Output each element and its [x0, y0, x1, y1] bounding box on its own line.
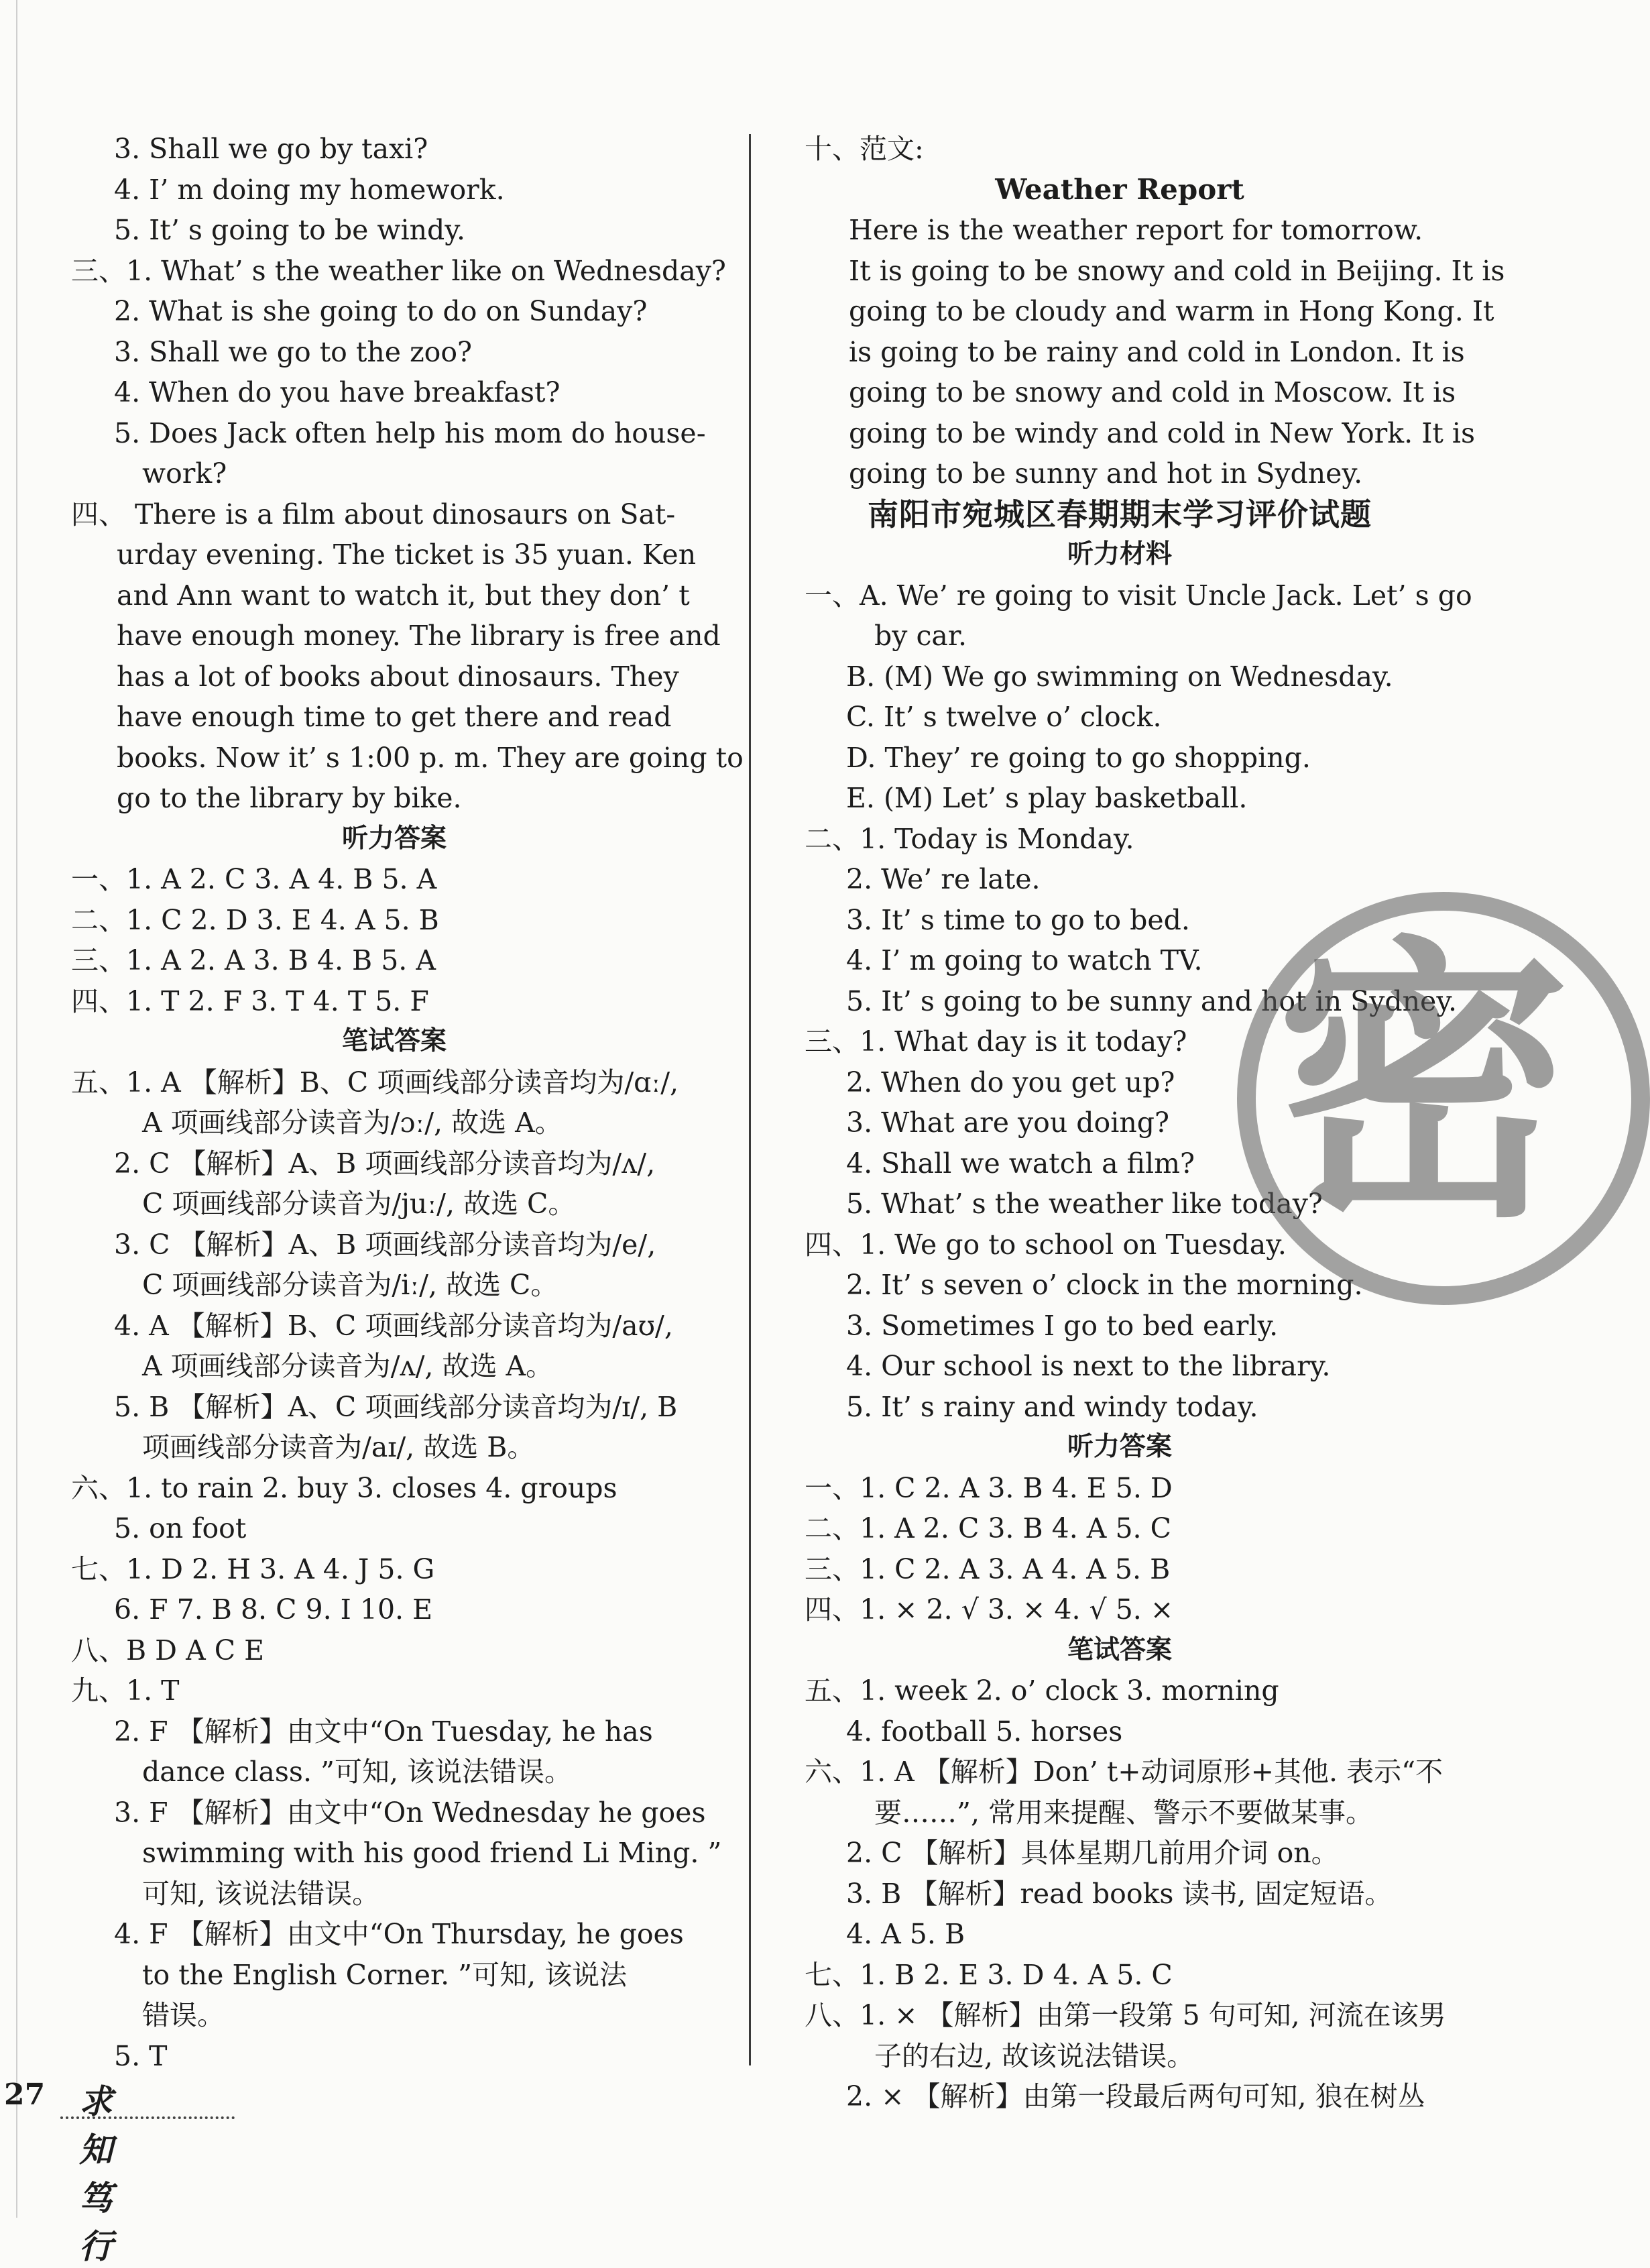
left-line — [72, 1955, 716, 1996]
line-text: 听力答案 — [341, 823, 447, 854]
line-text: 二、1. Today is Monday. — [805, 822, 1134, 855]
line-text: 八、B D A C E — [71, 1634, 265, 1666]
right-line — [805, 1793, 1435, 1833]
line-text: 六、1. to rain 2. buy 3. closes 4. groups — [71, 1471, 617, 1504]
right-line — [805, 210, 1435, 251]
line-text: books. Now it’ s 1:00 p. m. They are going to — [117, 741, 744, 774]
left-line — [72, 291, 716, 332]
left-line — [72, 1793, 716, 1833]
right-line — [805, 1468, 1435, 1509]
line-text: 七、1. D 2. H 3. A 4. J 5. G — [71, 1552, 435, 1585]
line-text: 四、1. T 2. F 3. T 4. T 5. F — [71, 984, 429, 1017]
line-text: 听力答案 — [1067, 1432, 1172, 1462]
line-text: C. It’ s twelve o’ clock. — [846, 701, 1162, 733]
right-line — [805, 251, 1505, 292]
line-text: 3. B 【解析】read books 读书, 固定短语。 — [846, 1877, 1393, 1910]
line-text: 子的右边, 故该说法错误。 — [874, 2039, 1195, 2072]
left-column — [71, 129, 744, 2076]
line-text: Here is the weather report for tomorrow. — [849, 214, 1423, 246]
line-text: 一、1. A 2. C 3. A 4. B 5. A — [71, 863, 437, 895]
left-line — [72, 1265, 716, 1306]
left-line — [71, 1630, 716, 1671]
left-line — [71, 1468, 716, 1509]
line-text: 八、1. × 【解析】由第一段第 5 句可知, 河流在该男 — [805, 1999, 1446, 2031]
page-number: 27 — [4, 2078, 46, 2112]
line-text: B. (M) We go swimming on Wednesday. — [846, 660, 1393, 693]
page-edge — [16, 0, 17, 2218]
left-line — [72, 2036, 716, 2077]
line-text: 3. C 【解析】A、B 项画线部分读音均为/e/, — [114, 1228, 656, 1261]
left-line — [71, 981, 716, 1022]
right-line — [805, 1914, 1435, 1955]
left-line — [71, 494, 716, 535]
line-text: by car. — [874, 620, 967, 652]
line-text: 5. It’ s rainy and windy today. — [846, 1390, 1258, 1423]
line-text: C 项画线部分读音为/juː/, 故选 C。 — [142, 1188, 576, 1220]
left-line — [72, 1387, 716, 1428]
left-line — [72, 413, 716, 454]
left-line — [71, 1062, 716, 1103]
column-divider — [749, 134, 751, 2065]
right-line — [805, 1102, 1435, 1143]
line-text: 笔试答案 — [1067, 1634, 1172, 1665]
line-text: 5. It’ s going to be windy. — [114, 214, 466, 246]
line-text: 南阳市宛城区春期期末学习评价试题 — [868, 496, 1372, 532]
right-line — [805, 1265, 1435, 1306]
left-line — [71, 900, 716, 941]
line-text: 十、范文: — [805, 133, 924, 165]
line-text: C 项画线部分读音为/iː/, 故选 C。 — [142, 1269, 558, 1301]
line-text: 四、1. We go to school on Tuesday. — [805, 1228, 1287, 1261]
line-text: 2. × 【解析】由第一段最后两句可知, 狼在树丛 — [846, 2080, 1425, 2112]
right-section-heading — [805, 1427, 1435, 1468]
line-text: It is going to be snowy and cold in Beijing. It is — [849, 254, 1505, 287]
right-line — [805, 778, 1435, 819]
left-line — [72, 1508, 716, 1549]
line-text: 2. We’ re late. — [846, 863, 1041, 895]
line-text: 错误。 — [142, 1999, 225, 2031]
left-line — [72, 1225, 716, 1265]
left-line — [72, 1589, 716, 1630]
line-text: 5. It’ s going to be sunny and hot in Sydney. — [846, 984, 1458, 1017]
right-line — [805, 291, 1494, 332]
line-text: 三、1. What’ s the weather like on Wednesday? — [71, 254, 726, 287]
right-line — [805, 332, 1465, 373]
line-text: work? — [142, 457, 227, 490]
line-text: 4. Our school is next to the library. — [846, 1350, 1331, 1382]
left-line — [72, 170, 716, 211]
right-line — [805, 1874, 1435, 1915]
right-line — [805, 1995, 1446, 2036]
right-line — [805, 1346, 1435, 1387]
right-line — [805, 738, 1435, 779]
right-line — [805, 453, 1435, 494]
line-text: 3. Shall we go to the zoo? — [114, 335, 473, 368]
left-line — [72, 697, 716, 738]
line-text: 二、1. C 2. D 3. E 4. A 5. B — [71, 903, 439, 936]
line-text: 5. B 【解析】A、C 项画线部分读音均为/ɪ/, B — [114, 1390, 678, 1423]
line-text: 4. I’ m doing my homework. — [114, 173, 505, 206]
left-line — [72, 1833, 722, 1874]
line-text: to the English Corner. ”可知, 该说法 — [142, 1958, 628, 1991]
right-line — [805, 1833, 1435, 1874]
line-text: 3. F 【解析】由文中“On Wednesday he goes — [114, 1796, 706, 1829]
line-text: 5. What’ s the weather like today? — [846, 1188, 1323, 1220]
footer-dotted-rule — [60, 2116, 235, 2119]
line-text: 二、1. A 2. C 3. B 4. A 5. C — [805, 1512, 1171, 1544]
left-line — [71, 251, 726, 292]
right-line — [805, 1549, 1435, 1590]
line-text: have enough money. The library is free and — [117, 620, 721, 652]
line-text: 2. C 【解析】具体星期几前用介词 on。 — [846, 1837, 1339, 1869]
left-line — [72, 1102, 716, 1143]
right-section-heading — [805, 170, 1435, 211]
right-line — [805, 1306, 1435, 1347]
line-text: going to be sunny and hot in Sydney. — [849, 457, 1363, 490]
line-text: 2. When do you get up? — [846, 1066, 1175, 1098]
line-text: 4. A 5. B — [846, 1918, 965, 1950]
line-text: 五、1. A 【解析】B、C 项画线部分读音均为/ɑː/, — [71, 1066, 679, 1098]
left-line — [72, 778, 716, 819]
left-line — [72, 534, 716, 575]
line-text: 3. What are you doing? — [846, 1107, 1169, 1139]
left-line — [72, 372, 716, 413]
line-text: 3. Sometimes I go to bed early. — [846, 1309, 1279, 1342]
left-line — [72, 1143, 716, 1184]
left-line — [72, 1427, 716, 1468]
line-text: 一、A. We’ re going to visit Uncle Jack. Let’ s go — [805, 579, 1472, 612]
left-line — [72, 738, 744, 779]
line-text: going to be windy and cold in New York. It is — [849, 416, 1476, 449]
line-text: 九、1. T — [71, 1675, 180, 1707]
line-text: E. (M) Let’ s play basketball. — [846, 782, 1248, 814]
right-line — [805, 1062, 1435, 1103]
right-line — [805, 940, 1435, 981]
line-text: and Ann want to watch it, but they don’ t — [117, 579, 690, 612]
right-line — [805, 2076, 1435, 2117]
line-text: 4. football 5. horses — [846, 1715, 1123, 1748]
line-text: 2. C 【解析】A、B 项画线部分读音均为/ʌ/, — [114, 1147, 656, 1180]
line-text: 5. T — [114, 2039, 168, 2072]
line-text: 可知, 该说法错误。 — [142, 1877, 380, 1910]
line-text: swimming with his good friend Li Ming. ” — [142, 1837, 722, 1869]
watermark-glyph: 密 — [1276, 913, 1571, 1257]
line-text: is going to be rainy and cold in London. It is — [849, 335, 1465, 368]
left-line — [71, 1670, 716, 1711]
line-text: 3. Shall we go by taxi? — [114, 133, 428, 165]
line-text: 2. It’ s seven o’ clock in the morning. — [846, 1269, 1363, 1301]
left-line — [72, 210, 716, 251]
left-line — [72, 453, 716, 494]
right-column — [805, 129, 1505, 2117]
left-line — [72, 575, 716, 616]
line-text: 要……”, 常用来提醒、警示不要做某事。 — [874, 1796, 1374, 1829]
left-section-heading — [72, 819, 716, 860]
line-text: 三、1. A 2. A 3. B 4. B 5. A — [71, 944, 436, 976]
right-section-heading — [805, 1630, 1435, 1671]
right-line — [805, 1508, 1435, 1549]
line-text: 5. on foot — [114, 1512, 247, 1544]
left-line — [72, 1711, 716, 1752]
line-text: 四、1. × 2. √ 3. × 4. √ 5. × — [805, 1593, 1174, 1626]
line-text: A 项画线部分读音为/ʌ/, 故选 A。 — [142, 1350, 554, 1382]
line-text: 6. F 7. B 8. C 9. I 10. E — [114, 1593, 433, 1626]
right-line — [805, 575, 1472, 616]
right-section-heading — [805, 494, 1435, 535]
right-line — [805, 1387, 1435, 1428]
line-text: urday evening. The ticket is 35 yuan. Ken — [117, 538, 697, 571]
right-line — [805, 1752, 1443, 1793]
line-text: 2. What is she going to do on Sunday? — [114, 295, 648, 327]
left-line — [72, 129, 716, 170]
left-line — [71, 1549, 716, 1590]
right-line — [805, 1184, 1435, 1225]
left-line — [72, 1346, 716, 1387]
line-text: 三、1. C 2. A 3. A 4. A 5. B — [805, 1552, 1171, 1585]
right-line — [805, 616, 1435, 657]
line-text: dance class. ”可知, 该说法错误。 — [142, 1756, 573, 1788]
right-line — [805, 697, 1435, 738]
line-text: 3. It’ s time to go to bed. — [846, 903, 1190, 936]
line-text: have enough time to get there and read — [117, 701, 672, 733]
line-text: 五、1. week 2. o’ clock 3. morning — [805, 1675, 1279, 1707]
line-text: 4. A 【解析】B、C 项画线部分读音均为/aʊ/, — [114, 1309, 673, 1342]
right-line — [805, 1021, 1435, 1062]
line-text: 4. F 【解析】由文中“On Thursday, he goes — [114, 1918, 684, 1950]
left-line — [72, 1306, 716, 1347]
line-text: 4. When do you have breakfast? — [114, 376, 561, 408]
left-line — [72, 1752, 716, 1793]
right-line — [805, 1589, 1435, 1630]
right-line — [805, 819, 1435, 860]
line-text: 笔试答案 — [341, 1026, 447, 1056]
left-line — [72, 616, 721, 657]
right-line — [805, 1143, 1435, 1184]
line-text: 三、1. What day is it today? — [805, 1025, 1187, 1058]
line-text: A 项画线部分读音为/ɔː/, 故选 A。 — [142, 1107, 563, 1139]
line-text: going to be snowy and cold in Moscow. It is — [849, 376, 1456, 408]
line-text: going to be cloudy and warm in Hong Kong. It — [849, 295, 1494, 327]
right-line — [805, 1225, 1435, 1265]
line-text: 六、1. A 【解析】Don’ t+动词原形+其他. 表示“不 — [805, 1756, 1443, 1788]
right-line — [805, 657, 1435, 697]
right-line — [805, 372, 1456, 413]
left-line — [72, 657, 716, 697]
left-section-heading — [72, 1021, 716, 1062]
line-text: 4. Shall we watch a film? — [846, 1147, 1195, 1180]
line-text: 2. F 【解析】由文中“On Tuesday, he has — [114, 1715, 653, 1748]
right-line — [805, 413, 1476, 454]
left-line — [72, 1914, 716, 1955]
right-line — [805, 1670, 1435, 1711]
right-line — [805, 1955, 1435, 1996]
left-line — [72, 1995, 716, 2036]
line-text: 听力材料 — [1067, 539, 1172, 569]
line-text: go to the library by bike. — [117, 782, 462, 814]
right-line — [805, 2036, 1435, 2077]
line-text: 4. I’ m going to watch TV. — [846, 944, 1203, 976]
line-text: 一、1. C 2. A 3. B 4. E 5. D — [805, 1471, 1173, 1504]
left-line — [72, 1184, 716, 1225]
line-text: D. They’ re going to go shopping. — [846, 741, 1311, 774]
line-text: 四、 There is a film about dinosaurs on Sat- — [71, 498, 676, 530]
right-section-heading — [805, 534, 1435, 575]
line-text: 七、1. B 2. E 3. D 4. A 5. C — [805, 1958, 1173, 1991]
left-line — [71, 940, 716, 981]
right-line — [805, 859, 1435, 900]
right-line — [805, 981, 1458, 1022]
right-line — [805, 1711, 1435, 1752]
line-text: 项画线部分读音为/aɪ/, 故选 B。 — [142, 1431, 535, 1463]
line-text: 5. Does Jack often help his mom do house- — [114, 416, 706, 449]
footer-logo-text: 求知笃行 — [79, 2082, 114, 2266]
line-text: has a lot of books about dinosaurs. They — [117, 660, 679, 693]
right-line — [805, 900, 1435, 941]
left-line — [71, 859, 716, 900]
left-line — [72, 1874, 716, 1915]
left-line — [72, 332, 716, 373]
line-text: Weather Report — [995, 172, 1244, 206]
right-line — [805, 129, 1435, 170]
